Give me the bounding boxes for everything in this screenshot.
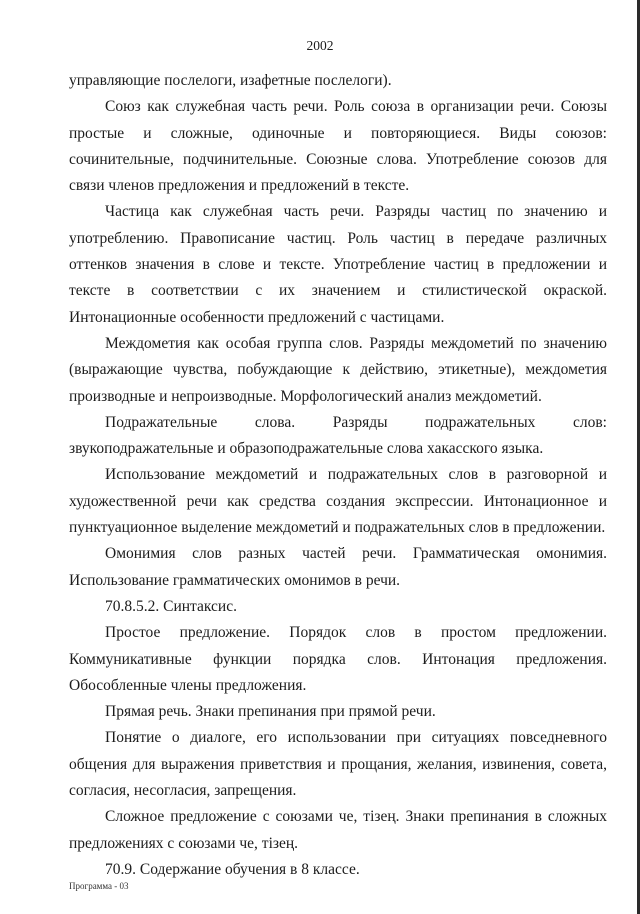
document-body (69, 68, 607, 883)
section-heading-grade-8: 70.9. Содержание обучения в 8 классе. (105, 860, 360, 878)
paragraph-complex-sentence: Сложное предложение с союзами че, тізең. Знаки препинания в сложных предложениях с союзами че, тізең. (69, 808, 607, 852)
paragraph-dialogue: Понятие о диалоге, его использовании при ситуациях повседневного общения для выражения приветствия и прощания, желания, извинения, совета, согласия, несогласия, запрещения. (69, 729, 607, 800)
paragraph-homonymy: Омонимия слов разных частей речи. Грамматическая омонимия. Использование грамматических омонимов в речи. (69, 545, 607, 589)
paragraph-imitative-words: Подражательные слова. Разряды подражательных слов: звукоподражательные и образоподражательные слова хакасского языка. (69, 413, 607, 458)
paragraph-continuation: управляющие послелоги, изафетные послелоги). (69, 72, 392, 89)
page-number: 2002 (306, 38, 334, 53)
paragraph-particle: Частица как служебная часть речи. Разряды частиц по значению и употреблению. Правописание частиц. Роль частиц в передаче различных оттенков значения в слове и тексте. Употребление частиц в предложении и тексте в соответствии с их значением и стилистической окраской. Интонационные особенности предложений с частицами. (69, 203, 607, 326)
section-heading-syntax: 70.8.5.2. Синтаксис. (105, 597, 237, 615)
paragraph-direct-speech: Прямая речь. Знаки препинания при прямой речи. (105, 703, 436, 721)
paragraph-simple-sentence: Простое предложение. Порядок слов в простом предложении. Коммуникативные функции порядка слов. Интонация предложения. Обособленные члены предложения. (69, 624, 607, 694)
paragraph-interjection: Междометия как особая группа слов. Разряды междометий по значению (выражающие чувства, побуждающие к действию, этикетные), междометия производные и непроизводные. Морфологический анализ междометий. (69, 334, 607, 405)
paragraph-conjunction: Союз как служебная часть речи. Роль союза в организации речи. Союзы простые и сложные, одиночные и повторяющиеся. Виды союзов: сочинительные, подчинительные. Союзные слова. Употребление союзов для связи членов предложения и предложений в тексте. (69, 98, 607, 195)
paragraph-expression-usage: Использование междометий и подражательных слов в разговорной и художественной речи как средства создания экспрессии. Интонационное и пунктуационное выделение междометий и подражательных слов в предложении. (69, 466, 607, 537)
page-footer: Программа - 03 (69, 881, 129, 891)
